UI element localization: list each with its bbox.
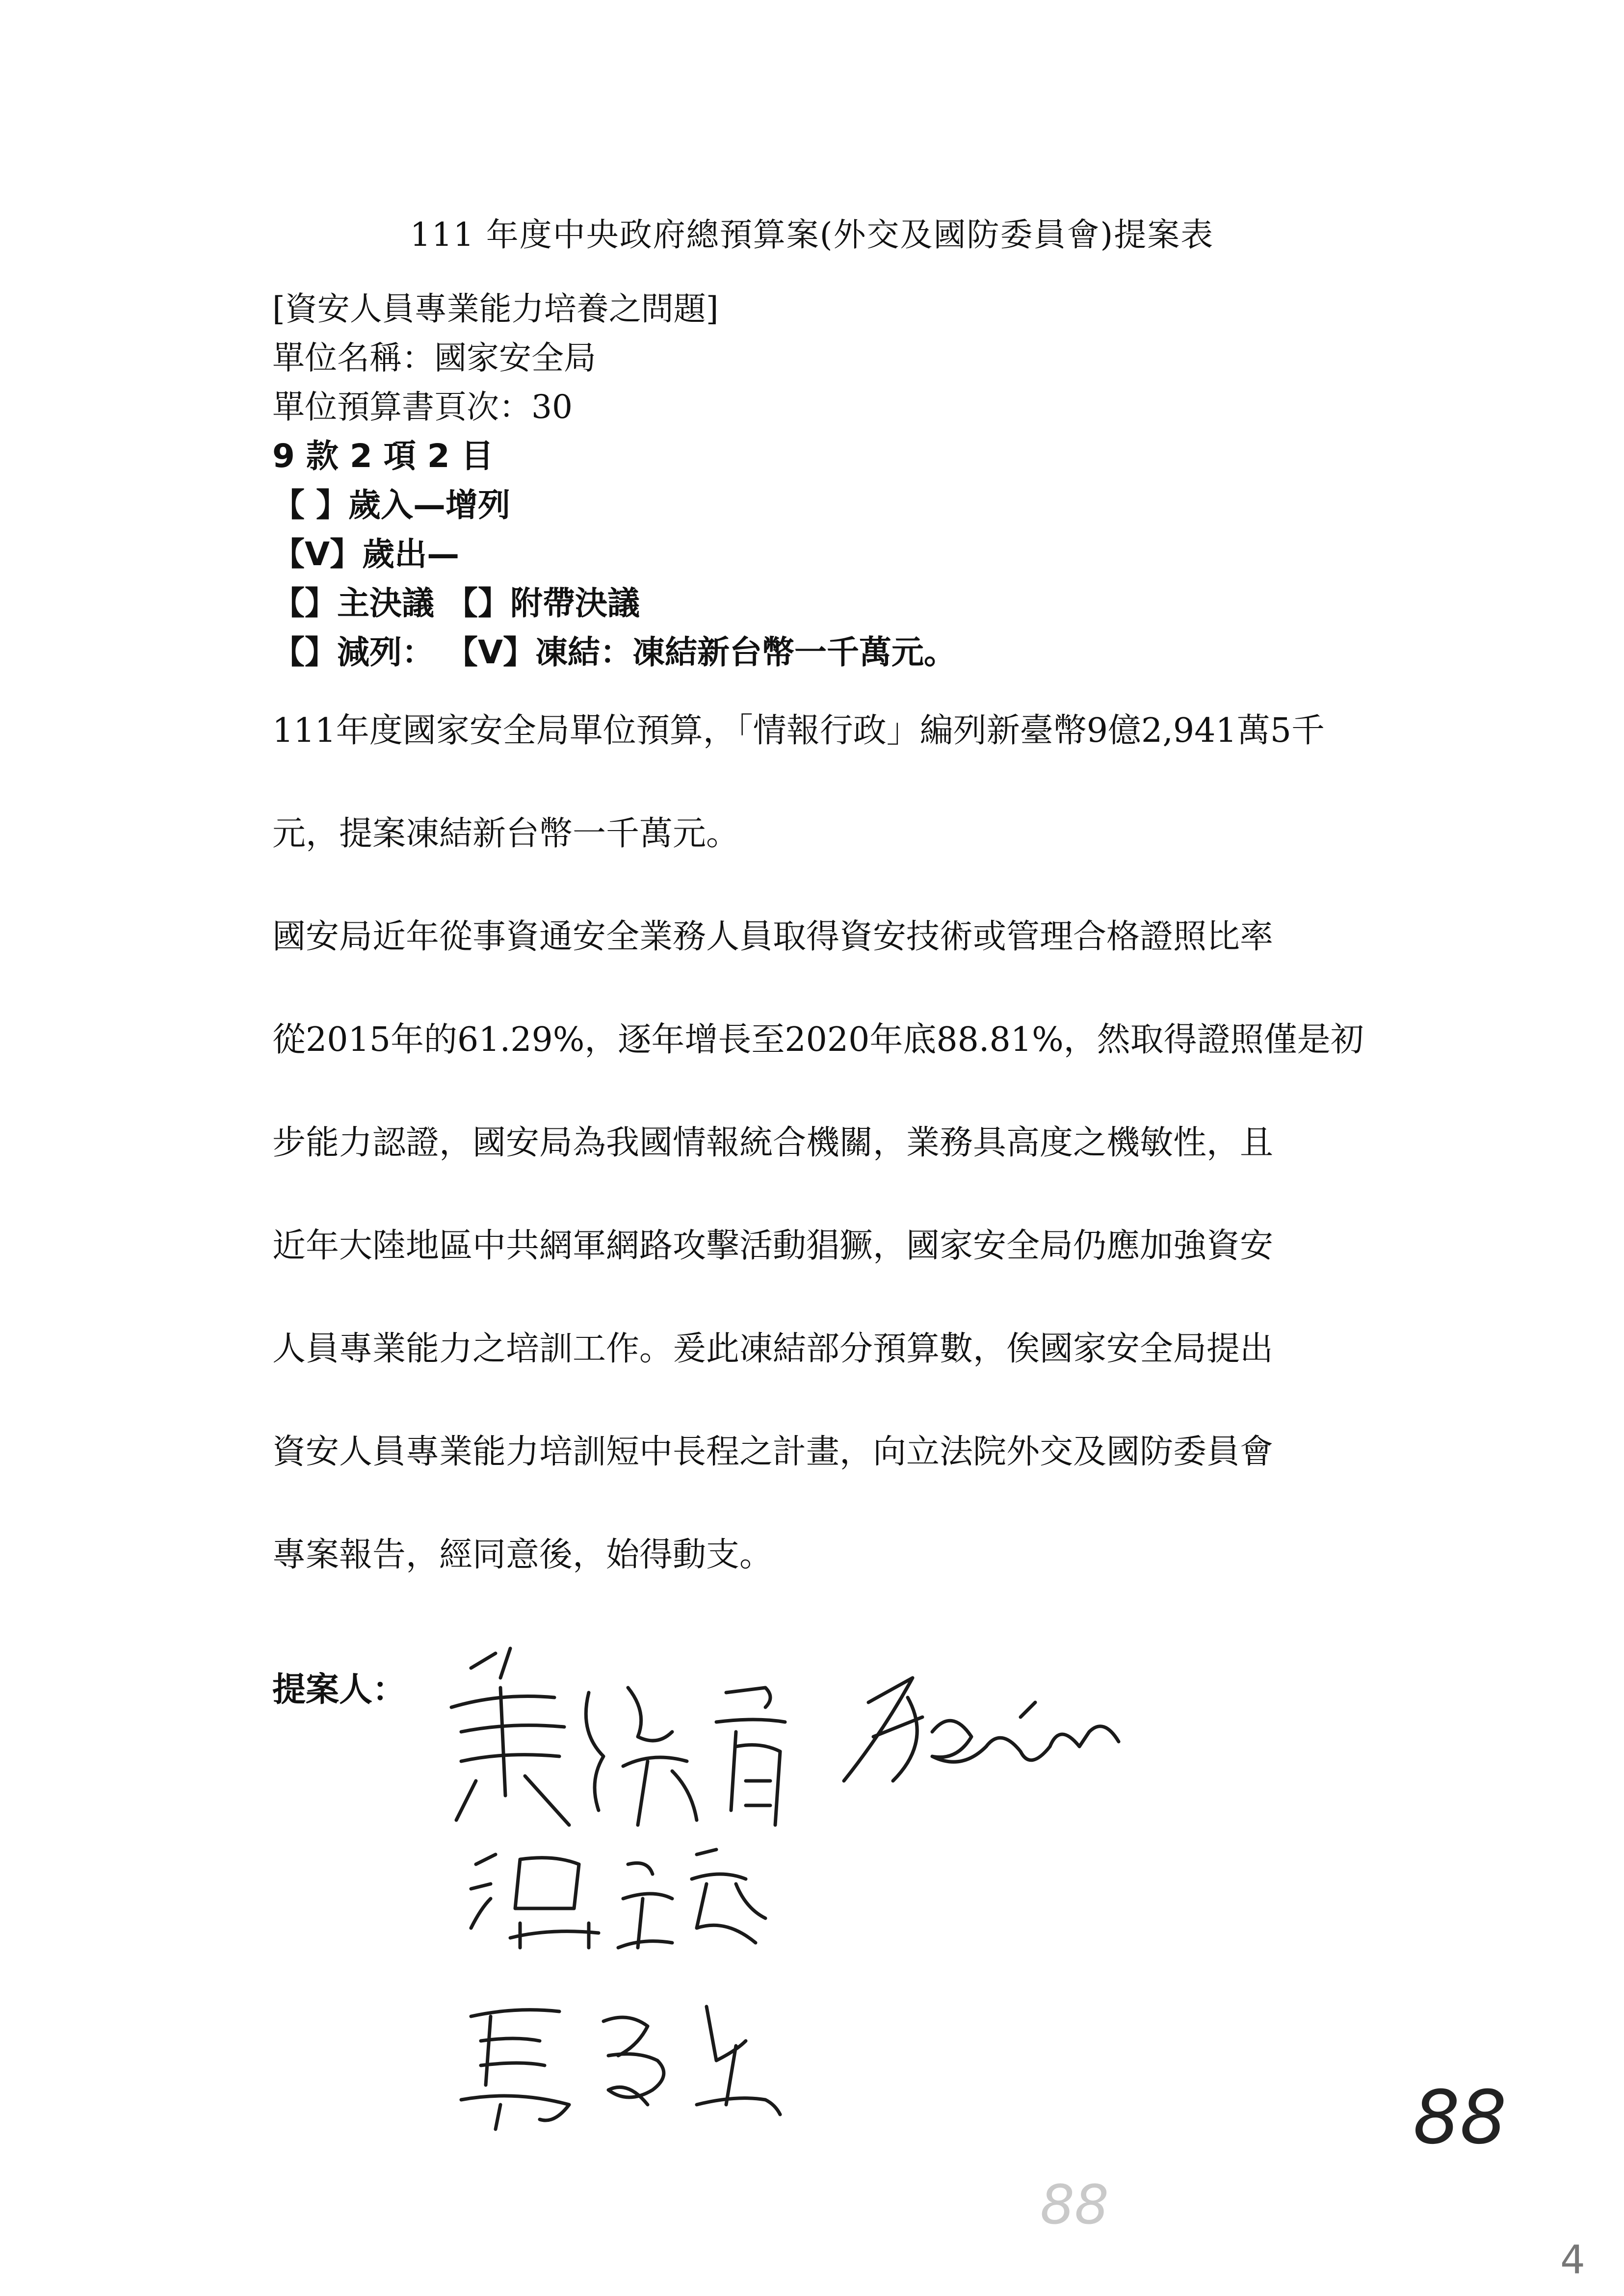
action-line: 【】減列： 【V】凍結：凍結新台幣一千萬元。 [272, 633, 957, 671]
expenditure-line: 【V】歲出— [272, 535, 460, 573]
faint-page-number: 88 [1040, 2173, 1109, 2236]
document-title: 111 年度中央政府總預算案(外交及國防委員會)提案表 [410, 216, 1214, 254]
body-line: 111年度國家安全局單位預算，「情報行政」編列新臺幣9億2,941萬5千 [272, 711, 1325, 750]
budget-page-line: 單位預算書頁次：30 [272, 388, 573, 426]
signature-3 [471, 1850, 765, 1948]
header-block [272, 285, 956, 677]
resolution-line: 【】主決議 【】附帶決議 [272, 584, 640, 622]
corner-page-number: 4 [1560, 2237, 1585, 2283]
body-line: 專案報告，經同意後，始得動支。 [272, 1536, 773, 1574]
body-line: 人員專業能力之培訓工作。爰此凍結部分預算數，俟國家安全局提出 [272, 1330, 1274, 1368]
signature-2 [844, 1678, 1119, 1781]
body-line: 近年大陸地區中共網軍網路攻擊活動猖獗，國家安全局仍應加強資安 [272, 1226, 1274, 1265]
signature-4 [461, 2007, 780, 2129]
unit-name-line: 單位名稱：國家安全局 [272, 339, 596, 377]
signatures [442, 1634, 1251, 2173]
handwritten-page-number: 88 [1413, 2075, 1507, 2161]
body-line: 國安局近年從事資通安全業務人員取得資安技術或管理合格證照比率 [272, 917, 1274, 956]
body-text [272, 706, 1420, 1634]
subject-line: [資安人員專業能力培養之問題] [272, 290, 719, 328]
signature-1 [451, 1648, 785, 1825]
body-line: 資安人員專業能力培訓短中長程之計畫，向立法院外交及國防委員會 [272, 1433, 1274, 1471]
revenue-line: 【 】歲入—增列 [272, 486, 510, 524]
body-line: 從2015年的61.29%，逐年增長至2020年底88.81%，然取得證照僅是初 [272, 1020, 1364, 1059]
proposer-label: 提案人： [272, 1670, 406, 1709]
body-line: 步能力認證，國安局為我國情報統合機關，業務具高度之機敏性，且 [272, 1123, 1274, 1162]
body-line: 元，提案凍結新台幣一千萬元。 [272, 814, 740, 853]
item-code-line: 9 款 2 項 2 目 [272, 437, 494, 475]
